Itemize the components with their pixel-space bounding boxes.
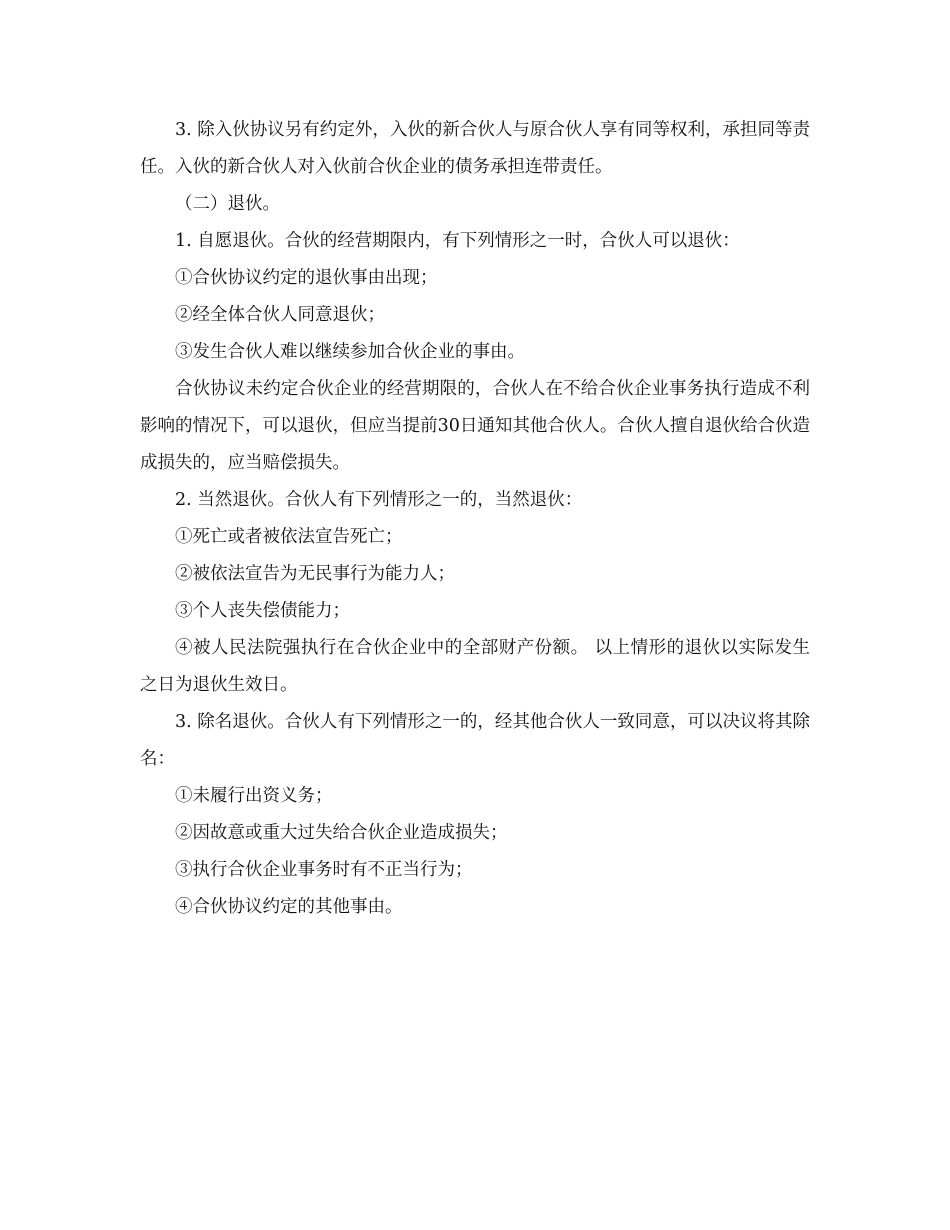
- document-body: [140, 112, 810, 926]
- list-item-voluntary-2: ②经全体合伙人同意退伙；: [175, 305, 385, 325]
- list-item-expulsion-1: ①未履行出资义务；: [175, 786, 333, 806]
- list-item-expulsion-3: ③执行合伙企业事务时有不正当行为；: [175, 860, 473, 880]
- list-item-automatic-2: ②被依法宣告为无民事行为能力人；: [175, 564, 455, 584]
- list-item-voluntary-1: ①合伙协议约定的退伙事由出现；: [175, 268, 438, 288]
- list-item-expulsion-4: ④合伙协议约定的其他事由。: [175, 897, 403, 917]
- section-heading-withdrawal: （二）退伙。: [175, 194, 280, 214]
- paragraph-voluntary-withdrawal: 1. 自愿退伙。合伙的经营期限内，有下列情形之一时，合伙人可以退伙：: [175, 231, 740, 251]
- list-item-voluntary-3: ③发生合伙人难以继续参加合伙企业的事由。: [175, 342, 525, 362]
- list-item-automatic-4: ④被人民法院强执行在合伙企业中的全部财产份额。 以上情形的退伙以实际发生之日为退伙生效日。: [140, 638, 810, 695]
- paragraph-no-term-withdrawal: 合伙协议未约定合伙企业的经营期限的，合伙人在不给合伙企业事务执行造成不利影响的情况下，可以退伙，但应当提前30日通知其他合伙人。合伙人擅自退伙给合伙造成损失的，应当赔偿损失。: [140, 379, 810, 473]
- list-item-automatic-3: ③个人丧失偿债能力；: [175, 601, 350, 621]
- list-item-automatic-1: ①死亡或者被依法宣告死亡；: [175, 527, 403, 547]
- paragraph-admission-rights: 3. 除入伙协议另有约定外，入伙的新合伙人与原合伙人享有同等权利，承担同等责任。入伙的新合伙人对入伙前合伙企业的债务承担连带责任。: [140, 120, 810, 177]
- paragraph-automatic-withdrawal: 2. 当然退伙。合伙人有下列情形之一的，当然退伙：: [175, 490, 583, 510]
- list-item-expulsion-2: ②因故意或重大过失给合伙企业造成损失；: [175, 823, 508, 843]
- paragraph-expulsion: 3. 除名退伙。合伙人有下列情形之一的，经其他合伙人一致同意，可以决议将其除名：: [140, 712, 810, 769]
